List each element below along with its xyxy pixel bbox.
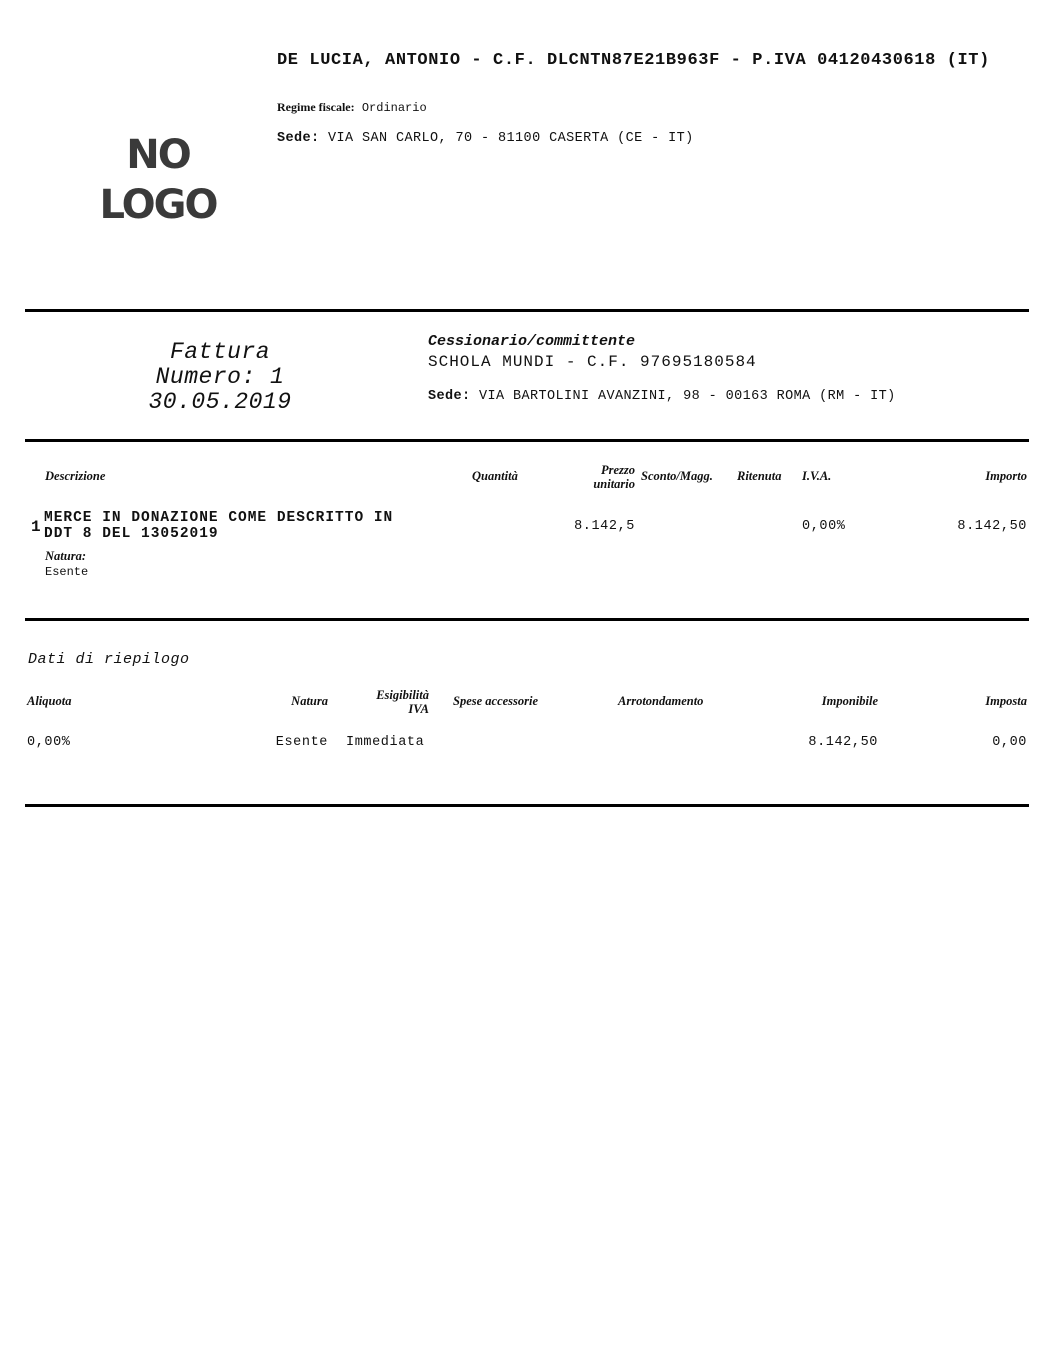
issuer-sede-value: VIA SAN CARLO, 70 - 81100 CASERTA (CE - IT): [328, 131, 694, 146]
document-type: Fattura: [169, 339, 271, 365]
sum-col-spese: Spese accessorie: [453, 694, 539, 708]
sum-col-imponibile: Imponibile: [821, 694, 878, 708]
row-description-line-2: DDT 8 DEL 13052019: [44, 526, 219, 542]
row-prezzo: 8.142,5: [574, 519, 635, 534]
sum-col-aliquota: Aliquota: [27, 694, 72, 708]
logo-line-2: LOGO: [99, 182, 217, 228]
regime-value: Ordinario: [361, 101, 427, 115]
sum-col-esigibilita: [330, 688, 429, 716]
row-natura-label: Natura:: [45, 549, 86, 563]
row-iva: 0,00%: [802, 519, 846, 534]
issuer-sede: [277, 131, 694, 147]
sum-col-esigibilita-line-2: IVA: [408, 702, 429, 716]
regime-label: Regime fiscale:: [277, 100, 355, 114]
customer-sede-value: VIA BARTOLINI AVANZINI, 98 - 00163 ROMA (RM - IT): [479, 389, 896, 404]
sum-imposta: 0,00: [992, 735, 1027, 750]
sum-col-natura: Natura: [291, 694, 328, 708]
divider-top: [25, 309, 1029, 312]
col-ritenuta: Ritenuta: [737, 469, 782, 483]
col-prezzo-line-1: Prezzo: [600, 463, 635, 477]
divider-lines-end: [25, 618, 1029, 621]
sum-imponibile: 8.142,50: [808, 735, 878, 750]
col-quantita: Quantità: [472, 469, 518, 483]
customer-heading: Cessionario/committente: [428, 333, 636, 350]
col-prezzo: [555, 463, 635, 491]
sum-aliquota: 0,00%: [27, 735, 71, 750]
logo-line-1: NO: [126, 132, 190, 178]
row-importo: 8.142,50: [957, 519, 1027, 534]
issuer-sede-label: Sede:: [277, 131, 320, 146]
document-box: [120, 340, 320, 415]
sum-col-esigibilita-line-1: Esigibilità: [376, 688, 429, 702]
row-number: 1: [31, 518, 41, 536]
col-iva: I.V.A.: [802, 469, 832, 483]
customer-sede-label: Sede:: [428, 389, 471, 404]
row-description: [44, 510, 444, 542]
col-descrizione: Descrizione: [45, 469, 106, 483]
sum-col-imposta: Imposta: [985, 694, 1027, 708]
customer-name: SCHOLA MUNDI - C.F. 97695180584: [428, 353, 757, 371]
sum-natura: Esente: [275, 735, 328, 750]
col-prezzo-line-2: unitario: [593, 477, 635, 491]
sum-col-arrotondamento: Arrotondamento: [618, 694, 704, 708]
divider-middle: [25, 439, 1029, 442]
document-number: Numero: 1: [155, 364, 285, 390]
issuer-regime: [277, 100, 427, 116]
customer-sede: [428, 389, 896, 405]
issuer-title: DE LUCIA, ANTONIO - C.F. DLCNTN87E21B963F - P.IVA 04120430618 (IT): [277, 51, 990, 70]
divider-bottom: [25, 804, 1029, 807]
col-sconto: Sconto/Magg.: [641, 469, 713, 483]
row-description-line-1: MERCE IN DONAZIONE COME DESCRITTO IN: [44, 510, 394, 526]
col-importo: Importo: [985, 469, 1027, 483]
document-date: 30.05.2019: [148, 389, 292, 415]
logo-placeholder: [88, 130, 228, 230]
row-natura: [45, 549, 88, 580]
summary-heading: Dati di riepilogo: [28, 651, 190, 668]
row-natura-value: Esente: [45, 565, 89, 579]
sum-esigibilita: Immediata: [346, 735, 425, 750]
